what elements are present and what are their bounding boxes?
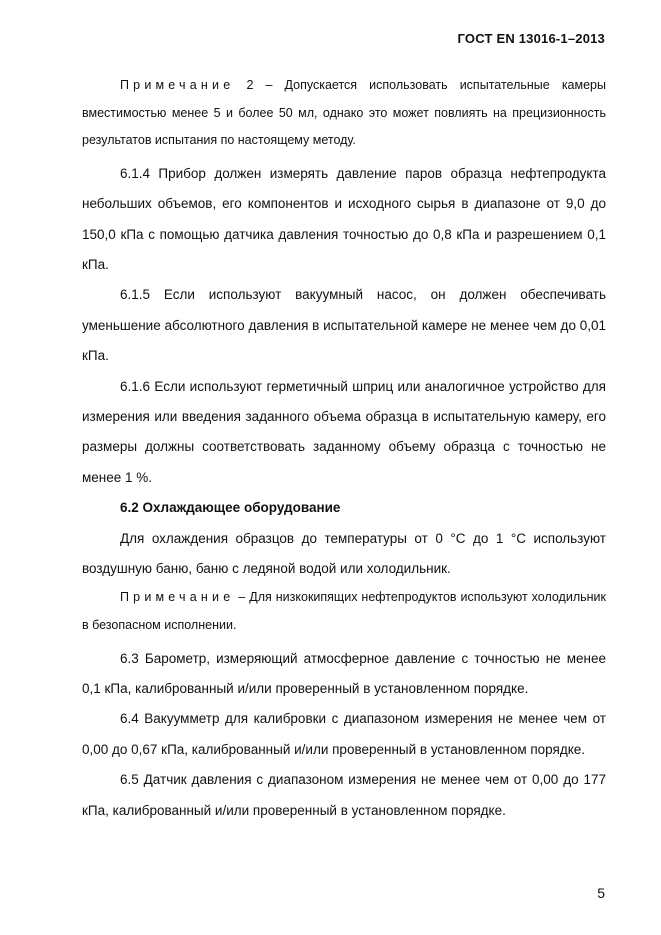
note-2-text: 2 – Допускается использовать испытательные камеры вместимостью менее 5 и более 50 мл, однако это может повлиять на прецизионность результатов испытания по настоящему методу. [82,78,606,148]
paragraph-6-2: Для охлаждения образцов до температуры от 0 °С до 1 °С используют воздушную баню, баню с ледяной водой или холодильник. [82,530,606,577]
paragraph-6-1-4: 6.1.4 Прибор должен измерять давление паров образца нефтепродукта небольших объемов, его компонентов и исходного сырья в диапазоне от 9,0 до 150,0 кПа с помощью датчика давления точностью до 0,8 кПа и разрешением 0,1 кПа. [82,165,606,272]
note-2 [82,72,606,155]
note-label: Примечание [120,590,235,605]
note-3 [82,584,606,639]
note-label: Примечание [120,78,235,92]
paragraph-6-1-5: 6.1.5 Если используют вакуумный насос, он должен обеспечивать уменьшение абсолютного давления в испытательной камере не менее чем до 0,01 кПа. [82,287,606,364]
page-number: 5 [597,885,605,901]
paragraph-6-5: 6.5 Датчик давления с диапазоном измерения не менее чем от 0,00 до 177 кПа, калиброванный и/или проверенный в установленном порядке. [82,772,606,818]
note-3-text: – Для низкокипящих нефтепродуктов используют холодильник в безопасном исполнении. [82,590,606,633]
paragraph-6-1-6: 6.1.6 Если используют герметичный шприц или аналогичное устройство для измерения или введения заданного объема образца в испытательную камеру, его размеры должны соответствовать заданному объему образца с точностью не менее 1 %. [82,378,606,485]
paragraph-6-3: 6.3 Барометр, измеряющий атмосферное давление с точностью не менее 0,1 кПа, калиброванный и/или проверенный в установленном порядке. [82,650,606,697]
page-content [82,72,606,826]
section-heading-6-2: 6.2 Охлаждающее оборудование [120,500,341,516]
document-code: ГОСТ EN 13016-1–2013 [457,31,605,46]
paragraph-6-4: 6.4 Вакуумметр для калибровки с диапазоном измерения не менее чем от 0,00 до 0,67 кПа, калиброванный и/или проверенный в установленном порядке. [82,711,606,757]
